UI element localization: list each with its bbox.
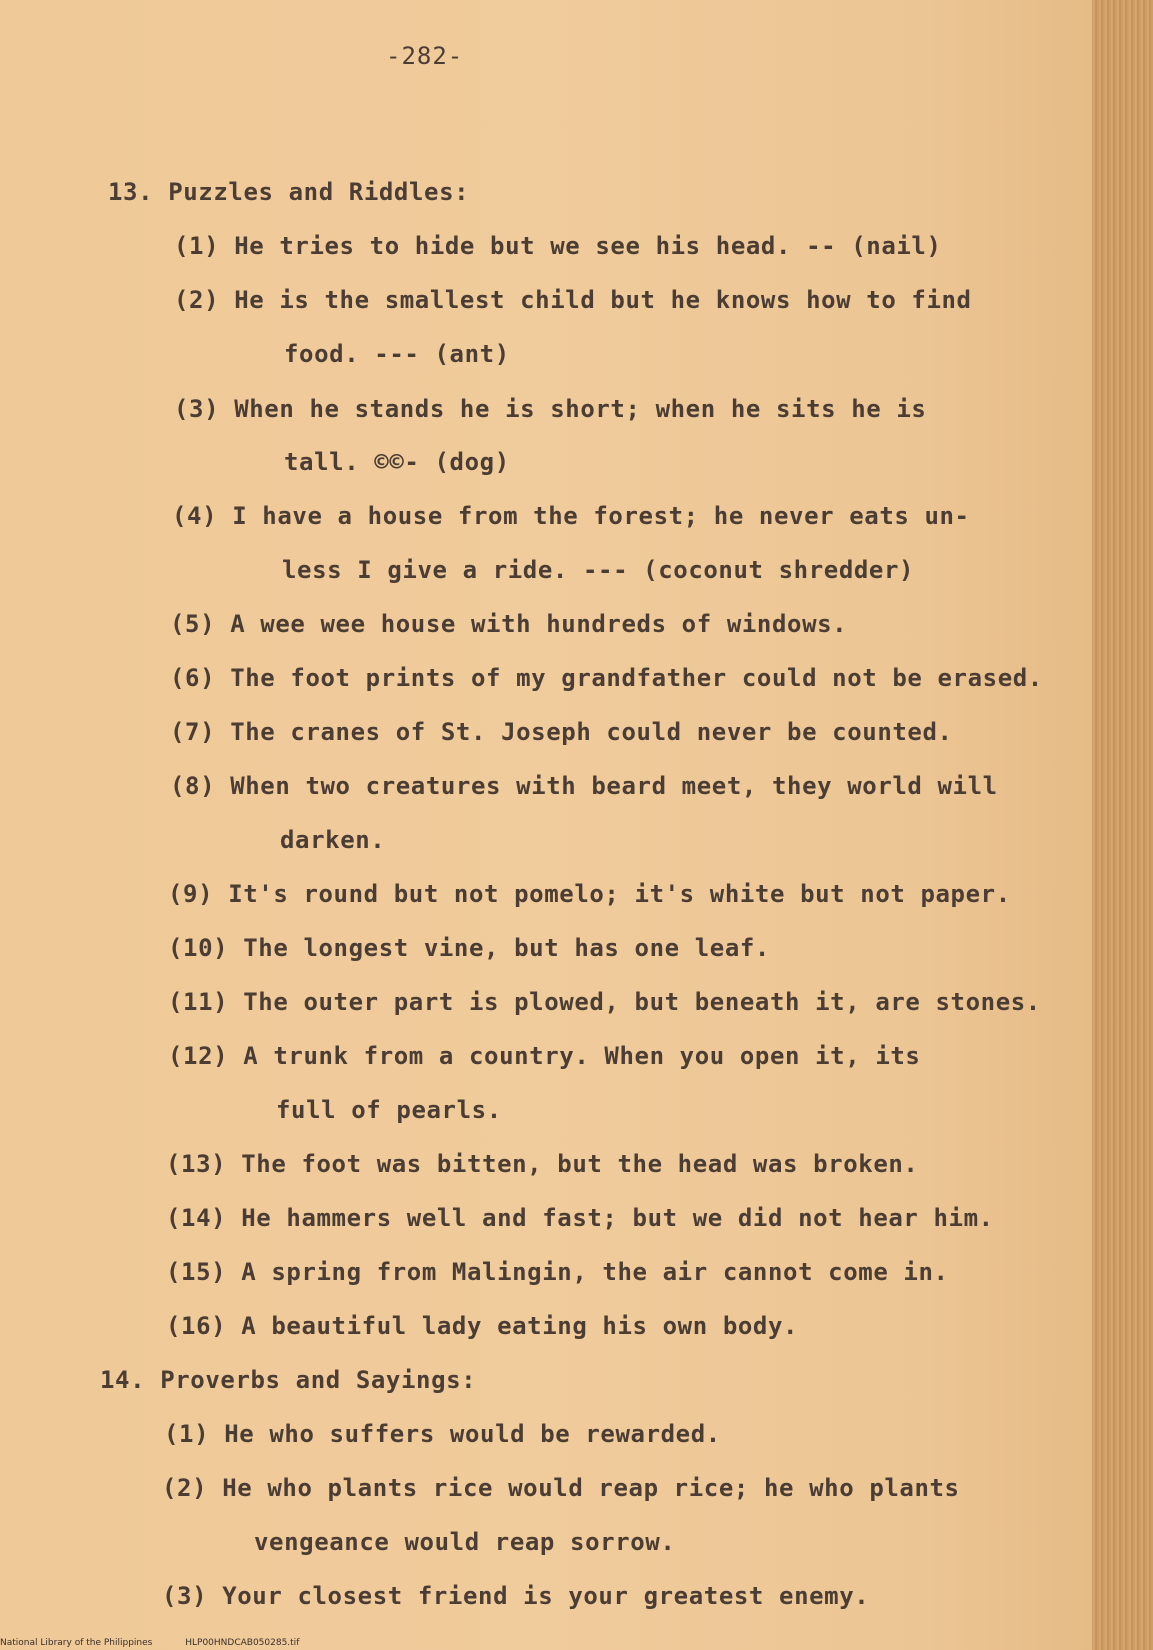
riddle-line-continued: darken. — [280, 826, 386, 854]
riddle-line-continued: tall. ©©- (dog) — [284, 448, 510, 476]
riddle-line-continued: full of pearls. — [276, 1096, 502, 1124]
riddle-line: (12) A trunk from a country. When you open it, its — [168, 1042, 921, 1070]
riddle-line: (15) A spring from Malingin, the air cannot come in. — [166, 1258, 949, 1286]
proverb-line-continued: vengeance would reap sorrow. — [254, 1528, 676, 1556]
riddle-line: (14) He hammers well and fast; but we did not hear him. — [166, 1204, 994, 1232]
riddle-line: (10) The longest vine, but has one leaf. — [168, 934, 770, 962]
riddle-line: (5) A wee wee house with hundreds of windows. — [170, 610, 848, 638]
proverb-line: (1) He who suffers would be rewarded. — [164, 1420, 721, 1448]
riddle-line: (7) The cranes of St. Joseph could never be counted. — [170, 718, 953, 746]
proverb-line: (2) He who plants rice would reap rice; he who plants — [162, 1474, 960, 1502]
footer-file: HLP00HNDCAB050285.tif — [185, 1638, 300, 1648]
page-number: -282- — [386, 42, 464, 70]
riddle-line-continued: less I give a ride. --- (coconut shredder) — [282, 556, 915, 584]
footer-library: National Library of the Philippines — [0, 1638, 153, 1648]
riddle-line: (3) When he stands he is short; when he sits he is — [174, 395, 927, 423]
riddle-line: (8) When two creatures with beard meet, they world will — [170, 772, 998, 800]
riddle-line: (11) The outer part is plowed, but beneath it, are stones. — [168, 988, 1041, 1016]
riddle-line: (13) The foot was bitten, but the head was broken. — [166, 1150, 919, 1178]
riddle-line: (6) The foot prints of my grandfather could not be erased. — [170, 664, 1043, 692]
riddle-line-continued: food. --- (ant) — [284, 340, 510, 368]
section-heading-puzzles: 13. Puzzles and Riddles: — [108, 178, 470, 206]
riddle-line: (2) He is the smallest child but he knows how to find — [174, 286, 972, 314]
proverb-line: (3) Your closest friend is your greatest enemy. — [162, 1582, 870, 1610]
riddle-line: (4) I have a house from the forest; he never eats un- — [172, 502, 970, 530]
book-page-edges — [1092, 0, 1153, 1650]
section-heading-proverbs: 14. Proverbs and Sayings: — [100, 1366, 477, 1394]
riddle-line: (16) A beautiful lady eating his own body. — [166, 1312, 799, 1340]
riddle-line: (9) It's round but not pomelo; it's white but not paper. — [168, 880, 1011, 908]
scan-footer — [0, 1638, 329, 1648]
riddle-line: (1) He tries to hide but we see his head. -- (nail) — [174, 232, 942, 260]
